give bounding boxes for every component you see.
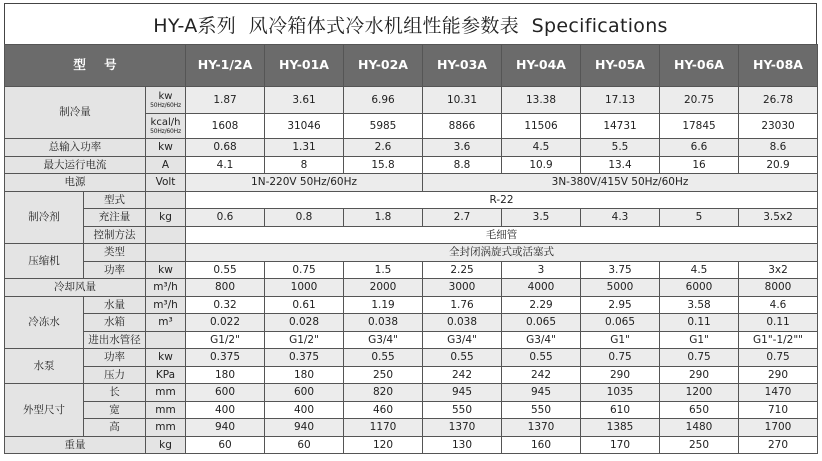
value-cell: 0.55 — [502, 349, 581, 367]
sub-label: 长 — [84, 384, 146, 402]
value-cell: 60 — [265, 436, 344, 454]
value-cell: 0.065 — [581, 314, 660, 332]
unit-cell — [146, 331, 186, 349]
value-cell: 4.6 — [739, 296, 818, 314]
model-name: HY-06A — [660, 45, 739, 87]
value-cell: 460 — [344, 401, 423, 419]
value-cell: 8.8 — [423, 156, 502, 174]
value-cell: 170 — [581, 436, 660, 454]
value-cell: 2.6 — [344, 139, 423, 157]
unit-cell: Volt — [146, 174, 186, 192]
value-cell: 2.25 — [423, 261, 502, 279]
value-cell: 8866 — [423, 114, 502, 139]
power-supply-label: 电源 — [5, 174, 146, 192]
cooling-airflow-label: 冷却风量 — [5, 279, 146, 297]
unit-cell: mm — [146, 401, 186, 419]
value-cell: 600 — [186, 384, 265, 402]
cooling-capacity-label: 制冷量 — [5, 87, 146, 139]
table-row — [5, 279, 818, 297]
table-row — [5, 226, 818, 244]
value-cell: 290 — [660, 366, 739, 384]
value-cell: 0.6 — [186, 209, 265, 227]
value-cell: 17845 — [660, 114, 739, 139]
unit-cell: kw — [146, 261, 186, 279]
table-row — [5, 401, 818, 419]
value-cell: 14731 — [581, 114, 660, 139]
sub-label: 型式 — [84, 191, 146, 209]
value-cell: 180 — [186, 366, 265, 384]
value-cell: 2.29 — [502, 296, 581, 314]
unit-cell: kw — [146, 139, 186, 157]
unit-cell: m³/h — [146, 279, 186, 297]
value-cell: 600 — [265, 384, 344, 402]
value-cell: 6.96 — [344, 87, 423, 114]
value-cell: 4.3 — [581, 209, 660, 227]
value-cell: 945 — [502, 384, 581, 402]
value-cell: 10.9 — [502, 156, 581, 174]
unit-cell: m³/h — [146, 296, 186, 314]
value-cell: G1/2" — [186, 331, 265, 349]
value-cell: 2.95 — [581, 296, 660, 314]
sub-label: 高 — [84, 419, 146, 437]
value-cell: 5 — [660, 209, 739, 227]
value-cell: 0.375 — [186, 349, 265, 367]
refrigerant-label: 制冷剂 — [5, 191, 84, 244]
value-cell: 3000 — [423, 279, 502, 297]
unit-cell — [146, 226, 186, 244]
value-cell: 11506 — [502, 114, 581, 139]
value-cell: 1200 — [660, 384, 739, 402]
sub-label: 水箱 — [84, 314, 146, 332]
value-cell: 5000 — [581, 279, 660, 297]
value-cell: 1035 — [581, 384, 660, 402]
table-row — [5, 139, 818, 157]
value-cell: 8.6 — [739, 139, 818, 157]
value-cell: 3.61 — [265, 87, 344, 114]
table-row — [5, 296, 818, 314]
value-cell: 3.58 — [660, 296, 739, 314]
value-cell: G1/2" — [265, 331, 344, 349]
value-cell: 17.13 — [581, 87, 660, 114]
sub-label: 功率 — [84, 349, 146, 367]
table-row — [5, 191, 818, 209]
model-name: HY-08A — [739, 45, 818, 87]
header-row — [5, 45, 818, 87]
control-method-value: 毛细管 — [186, 226, 818, 244]
pump-label: 水泵 — [5, 349, 84, 384]
value-cell: G3/4" — [344, 331, 423, 349]
value-cell: 0.11 — [739, 314, 818, 332]
value-cell: 8 — [265, 156, 344, 174]
value-cell: 1385 — [581, 419, 660, 437]
sub-label: 宽 — [84, 401, 146, 419]
value-cell: 13.38 — [502, 87, 581, 114]
value-cell: 160 — [502, 436, 581, 454]
value-cell: G1"-1/2"" — [739, 331, 818, 349]
model-name: HY-1/2A — [186, 45, 265, 87]
table-row — [5, 244, 818, 262]
value-cell: 0.32 — [186, 296, 265, 314]
value-cell: 0.75 — [739, 349, 818, 367]
table-row — [5, 366, 818, 384]
value-cell: 0.55 — [344, 349, 423, 367]
table-row — [5, 156, 818, 174]
value-cell: 940 — [265, 419, 344, 437]
unit-cell: m³ — [146, 314, 186, 332]
unit-cell: kg — [146, 436, 186, 454]
table-row — [5, 261, 818, 279]
table-row — [5, 436, 818, 454]
value-cell: 4.1 — [186, 156, 265, 174]
value-cell: 10.31 — [423, 87, 502, 114]
value-cell: 20.75 — [660, 87, 739, 114]
value-cell: 5985 — [344, 114, 423, 139]
value-cell: 290 — [739, 366, 818, 384]
value-cell: 3.6 — [423, 139, 502, 157]
single-phase-value: 1N-220V 50Hz/60Hz — [186, 174, 423, 192]
unit-cell — [146, 87, 186, 114]
value-cell: 1.8 — [344, 209, 423, 227]
compressor-label: 压缩机 — [5, 244, 84, 279]
value-cell: 2000 — [344, 279, 423, 297]
value-cell: 180 — [265, 366, 344, 384]
value-cell: 120 — [344, 436, 423, 454]
value-cell: 6.6 — [660, 139, 739, 157]
value-cell: 710 — [739, 401, 818, 419]
value-cell: 0.022 — [186, 314, 265, 332]
value-cell: 0.038 — [423, 314, 502, 332]
value-cell: 400 — [186, 401, 265, 419]
sub-label: 进出水管径 — [84, 331, 146, 349]
value-cell: 0.75 — [660, 349, 739, 367]
model-name: HY-04A — [502, 45, 581, 87]
unit-note: 50Hz/60Hz — [150, 127, 181, 135]
unit-cell: KPa — [146, 366, 186, 384]
model-header: 型 号 — [5, 45, 186, 87]
table-row — [5, 174, 818, 192]
value-cell: 400 — [265, 401, 344, 419]
model-name: HY-05A — [581, 45, 660, 87]
value-cell: 250 — [344, 366, 423, 384]
unit-cell: mm — [146, 419, 186, 437]
value-cell: 4000 — [502, 279, 581, 297]
value-cell: 1370 — [423, 419, 502, 437]
table-row — [5, 87, 818, 114]
value-cell: 0.75 — [265, 261, 344, 279]
value-cell: 3.5x2 — [739, 209, 818, 227]
unit-cell: kw — [146, 349, 186, 367]
dimensions-label: 外型尺寸 — [5, 384, 84, 437]
value-cell: 3x2 — [739, 261, 818, 279]
value-cell: 5.5 — [581, 139, 660, 157]
value-cell: 1000 — [265, 279, 344, 297]
value-cell: G3/4" — [502, 331, 581, 349]
value-cell: 20.9 — [739, 156, 818, 174]
value-cell: 0.375 — [265, 349, 344, 367]
table-row — [5, 209, 818, 227]
unit-text: kcal/h — [150, 116, 181, 128]
sub-label: 水量 — [84, 296, 146, 314]
value-cell: 3.75 — [581, 261, 660, 279]
value-cell: 0.065 — [502, 314, 581, 332]
refrigerant-type-value: R-22 — [186, 191, 818, 209]
table-row — [5, 349, 818, 367]
value-cell: 1700 — [739, 419, 818, 437]
unit-cell: mm — [146, 384, 186, 402]
value-cell: 31046 — [265, 114, 344, 139]
spec-sheet — [4, 3, 817, 454]
value-cell: 15.8 — [344, 156, 423, 174]
sub-label: 压力 — [84, 366, 146, 384]
value-cell: 945 — [423, 384, 502, 402]
unit-cell — [146, 114, 186, 139]
value-cell: 130 — [423, 436, 502, 454]
value-cell: 1480 — [660, 419, 739, 437]
value-cell: 0.68 — [186, 139, 265, 157]
value-cell: 1608 — [186, 114, 265, 139]
value-cell: 290 — [581, 366, 660, 384]
value-cell: 0.55 — [423, 349, 502, 367]
value-cell: 0.55 — [186, 261, 265, 279]
total-input-power-label: 总输入功率 — [5, 139, 146, 157]
value-cell: 820 — [344, 384, 423, 402]
value-cell: 242 — [423, 366, 502, 384]
sub-label: 充注量 — [84, 209, 146, 227]
value-cell: 610 — [581, 401, 660, 419]
value-cell: 26.78 — [739, 87, 818, 114]
value-cell: G1" — [660, 331, 739, 349]
value-cell: 1.5 — [344, 261, 423, 279]
value-cell: 270 — [739, 436, 818, 454]
value-cell: 1.87 — [186, 87, 265, 114]
unit-cell: kg — [146, 209, 186, 227]
value-cell: 0.11 — [660, 314, 739, 332]
chilled-water-label: 冷冻水 — [5, 296, 84, 349]
value-cell: 1.76 — [423, 296, 502, 314]
weight-label: 重量 — [5, 436, 146, 454]
value-cell: 650 — [660, 401, 739, 419]
value-cell: 1170 — [344, 419, 423, 437]
value-cell: 60 — [186, 436, 265, 454]
value-cell: 0.038 — [344, 314, 423, 332]
unit-note: 50Hz/60Hz — [150, 101, 181, 109]
value-cell: 940 — [186, 419, 265, 437]
sub-label: 类型 — [84, 244, 146, 262]
sub-label: 功率 — [84, 261, 146, 279]
table-row — [5, 419, 818, 437]
model-name: HY-03A — [423, 45, 502, 87]
model-name: HY-02A — [344, 45, 423, 87]
table-row — [5, 331, 818, 349]
value-cell: 550 — [502, 401, 581, 419]
value-cell: 23030 — [739, 114, 818, 139]
value-cell: 3 — [502, 261, 581, 279]
value-cell: 0.75 — [581, 349, 660, 367]
value-cell: 3.5 — [502, 209, 581, 227]
unit-text: kw — [158, 90, 173, 102]
value-cell: 4.5 — [660, 261, 739, 279]
value-cell: 6000 — [660, 279, 739, 297]
value-cell: 16 — [660, 156, 739, 174]
value-cell: 800 — [186, 279, 265, 297]
value-cell: G1" — [581, 331, 660, 349]
max-current-label: 最大运行电流 — [5, 156, 146, 174]
value-cell: 0.028 — [265, 314, 344, 332]
unit-cell — [146, 244, 186, 262]
value-cell: 1470 — [739, 384, 818, 402]
table-title: HY-A系列 风冷箱体式冷水机组性能参数表 Specifications — [4, 3, 817, 44]
value-cell: G3/4" — [423, 331, 502, 349]
compressor-type-value: 全封闭涡旋式或活塞式 — [186, 244, 818, 262]
model-name: HY-01A — [265, 45, 344, 87]
three-phase-value: 3N-380V/415V 50Hz/60Hz — [423, 174, 818, 192]
value-cell: 1370 — [502, 419, 581, 437]
value-cell: 0.61 — [265, 296, 344, 314]
value-cell: 242 — [502, 366, 581, 384]
value-cell: 1.31 — [265, 139, 344, 157]
unit-cell: A — [146, 156, 186, 174]
value-cell: 13.4 — [581, 156, 660, 174]
value-cell: 0.8 — [265, 209, 344, 227]
unit-cell — [146, 191, 186, 209]
table-row — [5, 314, 818, 332]
value-cell: 8000 — [739, 279, 818, 297]
table-row — [5, 384, 818, 402]
sub-label: 控制方法 — [84, 226, 146, 244]
value-cell: 250 — [660, 436, 739, 454]
value-cell: 4.5 — [502, 139, 581, 157]
value-cell: 2.7 — [423, 209, 502, 227]
value-cell: 1.19 — [344, 296, 423, 314]
spec-table — [4, 44, 818, 454]
value-cell: 550 — [423, 401, 502, 419]
